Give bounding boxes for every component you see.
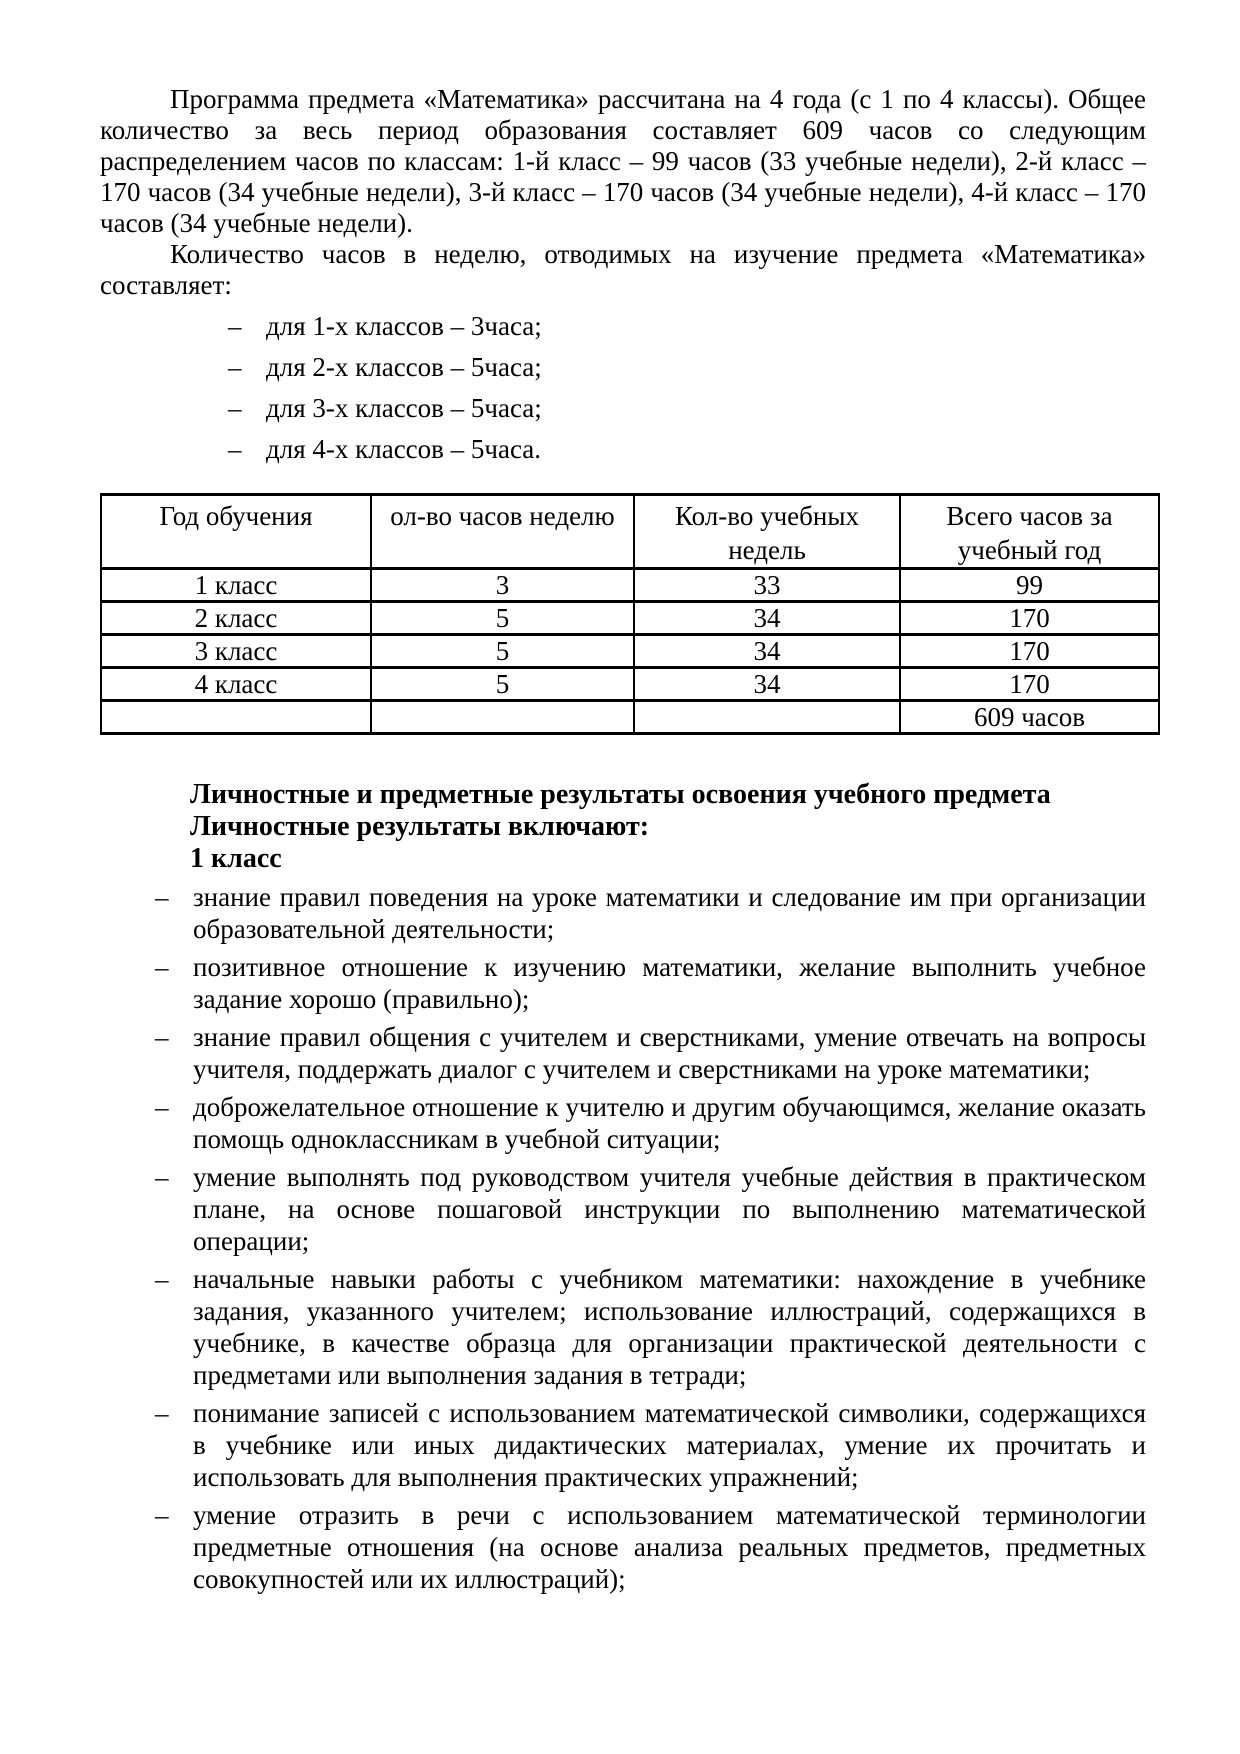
list-item-text: знание правил общения с учителем и сверстниками, умение отвечать на вопросы учителя, поддержать диалог с учителем и сверстниками на уроке математики; xyxy=(193,1022,1146,1084)
subsection-title: Личностные результаты включают: xyxy=(190,811,650,842)
cell-hours-week: 3 xyxy=(371,569,634,602)
study-hours-table xyxy=(100,493,1160,735)
cell-hours-week xyxy=(371,701,634,734)
list-item xyxy=(100,1263,1146,1391)
col-header-total-hours: Всего часов за учебный год xyxy=(900,495,1159,569)
cell-weeks xyxy=(634,701,900,734)
section-headings xyxy=(190,779,1146,875)
table-row xyxy=(101,569,1159,602)
dash-marker: – xyxy=(228,393,242,423)
list-item xyxy=(228,311,1146,342)
cell-class: 4 класс xyxy=(101,668,371,701)
cell-weeks: 34 xyxy=(634,668,900,701)
list-item xyxy=(100,1021,1146,1085)
hours-per-week-list xyxy=(100,311,1146,465)
cell-class xyxy=(101,701,371,734)
cell-hours-week: 5 xyxy=(371,668,634,701)
list-item xyxy=(100,1091,1146,1155)
dash-marker: – xyxy=(228,311,242,341)
list-item xyxy=(228,393,1146,424)
dash-marker: – xyxy=(155,1398,169,1428)
list-item-text: начальные навыки работы с учебником математики: нахождение в учебнике задания, указанного учителем; использование иллюстраций, содержащихся в учебнике, в качестве образца для организации практической деятельности с предметами или выполнения задания в тетради; xyxy=(193,1264,1146,1390)
personal-outcomes-list xyxy=(100,881,1146,1595)
cell-total: 170 xyxy=(900,668,1159,701)
list-item xyxy=(100,881,1146,945)
list-item-text: для 3-х классов – 5часа; xyxy=(266,393,542,423)
cell-total: 609 часов xyxy=(900,701,1159,734)
list-item-text: знание правил поведения на уроке математики и следование им при организации образовательной деятельности; xyxy=(193,882,1146,944)
list-item-text: доброжелательное отношение к учителю и другим обучающимся, желание оказать помощь одноклассникам в учебной ситуации; xyxy=(193,1092,1146,1154)
cell-total: 170 xyxy=(900,602,1159,635)
col-header-hours-per-week: ол-во часов неделю xyxy=(371,495,634,569)
dash-marker: – xyxy=(228,352,242,382)
dash-marker: – xyxy=(155,1092,169,1122)
dash-marker: – xyxy=(155,1500,169,1530)
list-item xyxy=(100,1499,1146,1595)
list-item-text: умение выполнять под руководством учителя учебные действия в практическом плане, на основе пошаговой инструкции по выполнению математической операции; xyxy=(193,1162,1146,1256)
list-item xyxy=(100,951,1146,1015)
table-header-row xyxy=(101,495,1159,569)
cell-total: 170 xyxy=(900,635,1159,668)
cell-weeks: 34 xyxy=(634,635,900,668)
table-row xyxy=(101,635,1159,668)
list-item-text: умение отразить в речи с использованием математической терминологии предметные отношения (на основе анализа реальных предметов, предметных совокупностей или их иллюстраций); xyxy=(193,1500,1146,1594)
cell-class: 2 класс xyxy=(101,602,371,635)
list-item-text: понимание записей с использованием математической символики, содержащихся в учебнике или иных дидактических материалах, умение их прочитать и использовать для выполнения практических упражнений; xyxy=(193,1398,1146,1492)
dash-marker: – xyxy=(155,1022,169,1052)
dash-marker: – xyxy=(228,434,242,464)
list-item xyxy=(100,1397,1146,1493)
col-header-study-year: Год обучения xyxy=(101,495,371,569)
cell-class: 1 класс xyxy=(101,569,371,602)
list-item xyxy=(228,434,1146,465)
dash-marker: – xyxy=(155,1162,169,1192)
table-row xyxy=(101,668,1159,701)
list-item-text: для 1-х классов – 3часа; xyxy=(266,311,542,341)
hours-per-week-paragraph: Количество часов в неделю, отводимых на изучение предмета «Математика» составляет: xyxy=(100,239,1146,300)
cell-hours-week: 5 xyxy=(371,602,634,635)
intro-paragraph: Программа предмета «Математика» рассчитана на 4 года (с 1 по 4 классы). Общее количество за весь период образования составляет 609 часов со следующим распределением часов по классам: 1-й класс – 99 часов (33 учебные недели), 2-й класс – 170 часов (34 учебные недели), 3-й класс – 170 часов (34 учебные недели), 4-й класс – 170 часов (34 учебные недели). xyxy=(100,84,1146,238)
table-row xyxy=(101,602,1159,635)
list-item xyxy=(228,352,1146,383)
table-total-row xyxy=(101,701,1159,734)
section-title: Личностные и предметные результаты освоения учебного предмета xyxy=(190,779,1051,810)
list-item-text: для 4-х классов – 5часа. xyxy=(266,434,542,464)
grade-heading: 1 класс xyxy=(190,843,282,874)
dash-marker: – xyxy=(155,952,169,982)
cell-total: 99 xyxy=(900,569,1159,602)
dash-marker: – xyxy=(155,1264,169,1294)
cell-weeks: 33 xyxy=(634,569,900,602)
cell-hours-week: 5 xyxy=(371,635,634,668)
col-header-study-weeks: Кол-во учебных недель xyxy=(634,495,900,569)
list-item-text: для 2-х классов – 5часа; xyxy=(266,352,542,382)
dash-marker: – xyxy=(155,882,169,912)
cell-weeks: 34 xyxy=(634,602,900,635)
list-item-text: позитивное отношение к изучению математики, желание выполнить учебное задание хорошо (правильно); xyxy=(193,952,1146,1014)
cell-class: 3 класс xyxy=(101,635,371,668)
list-item xyxy=(100,1161,1146,1257)
